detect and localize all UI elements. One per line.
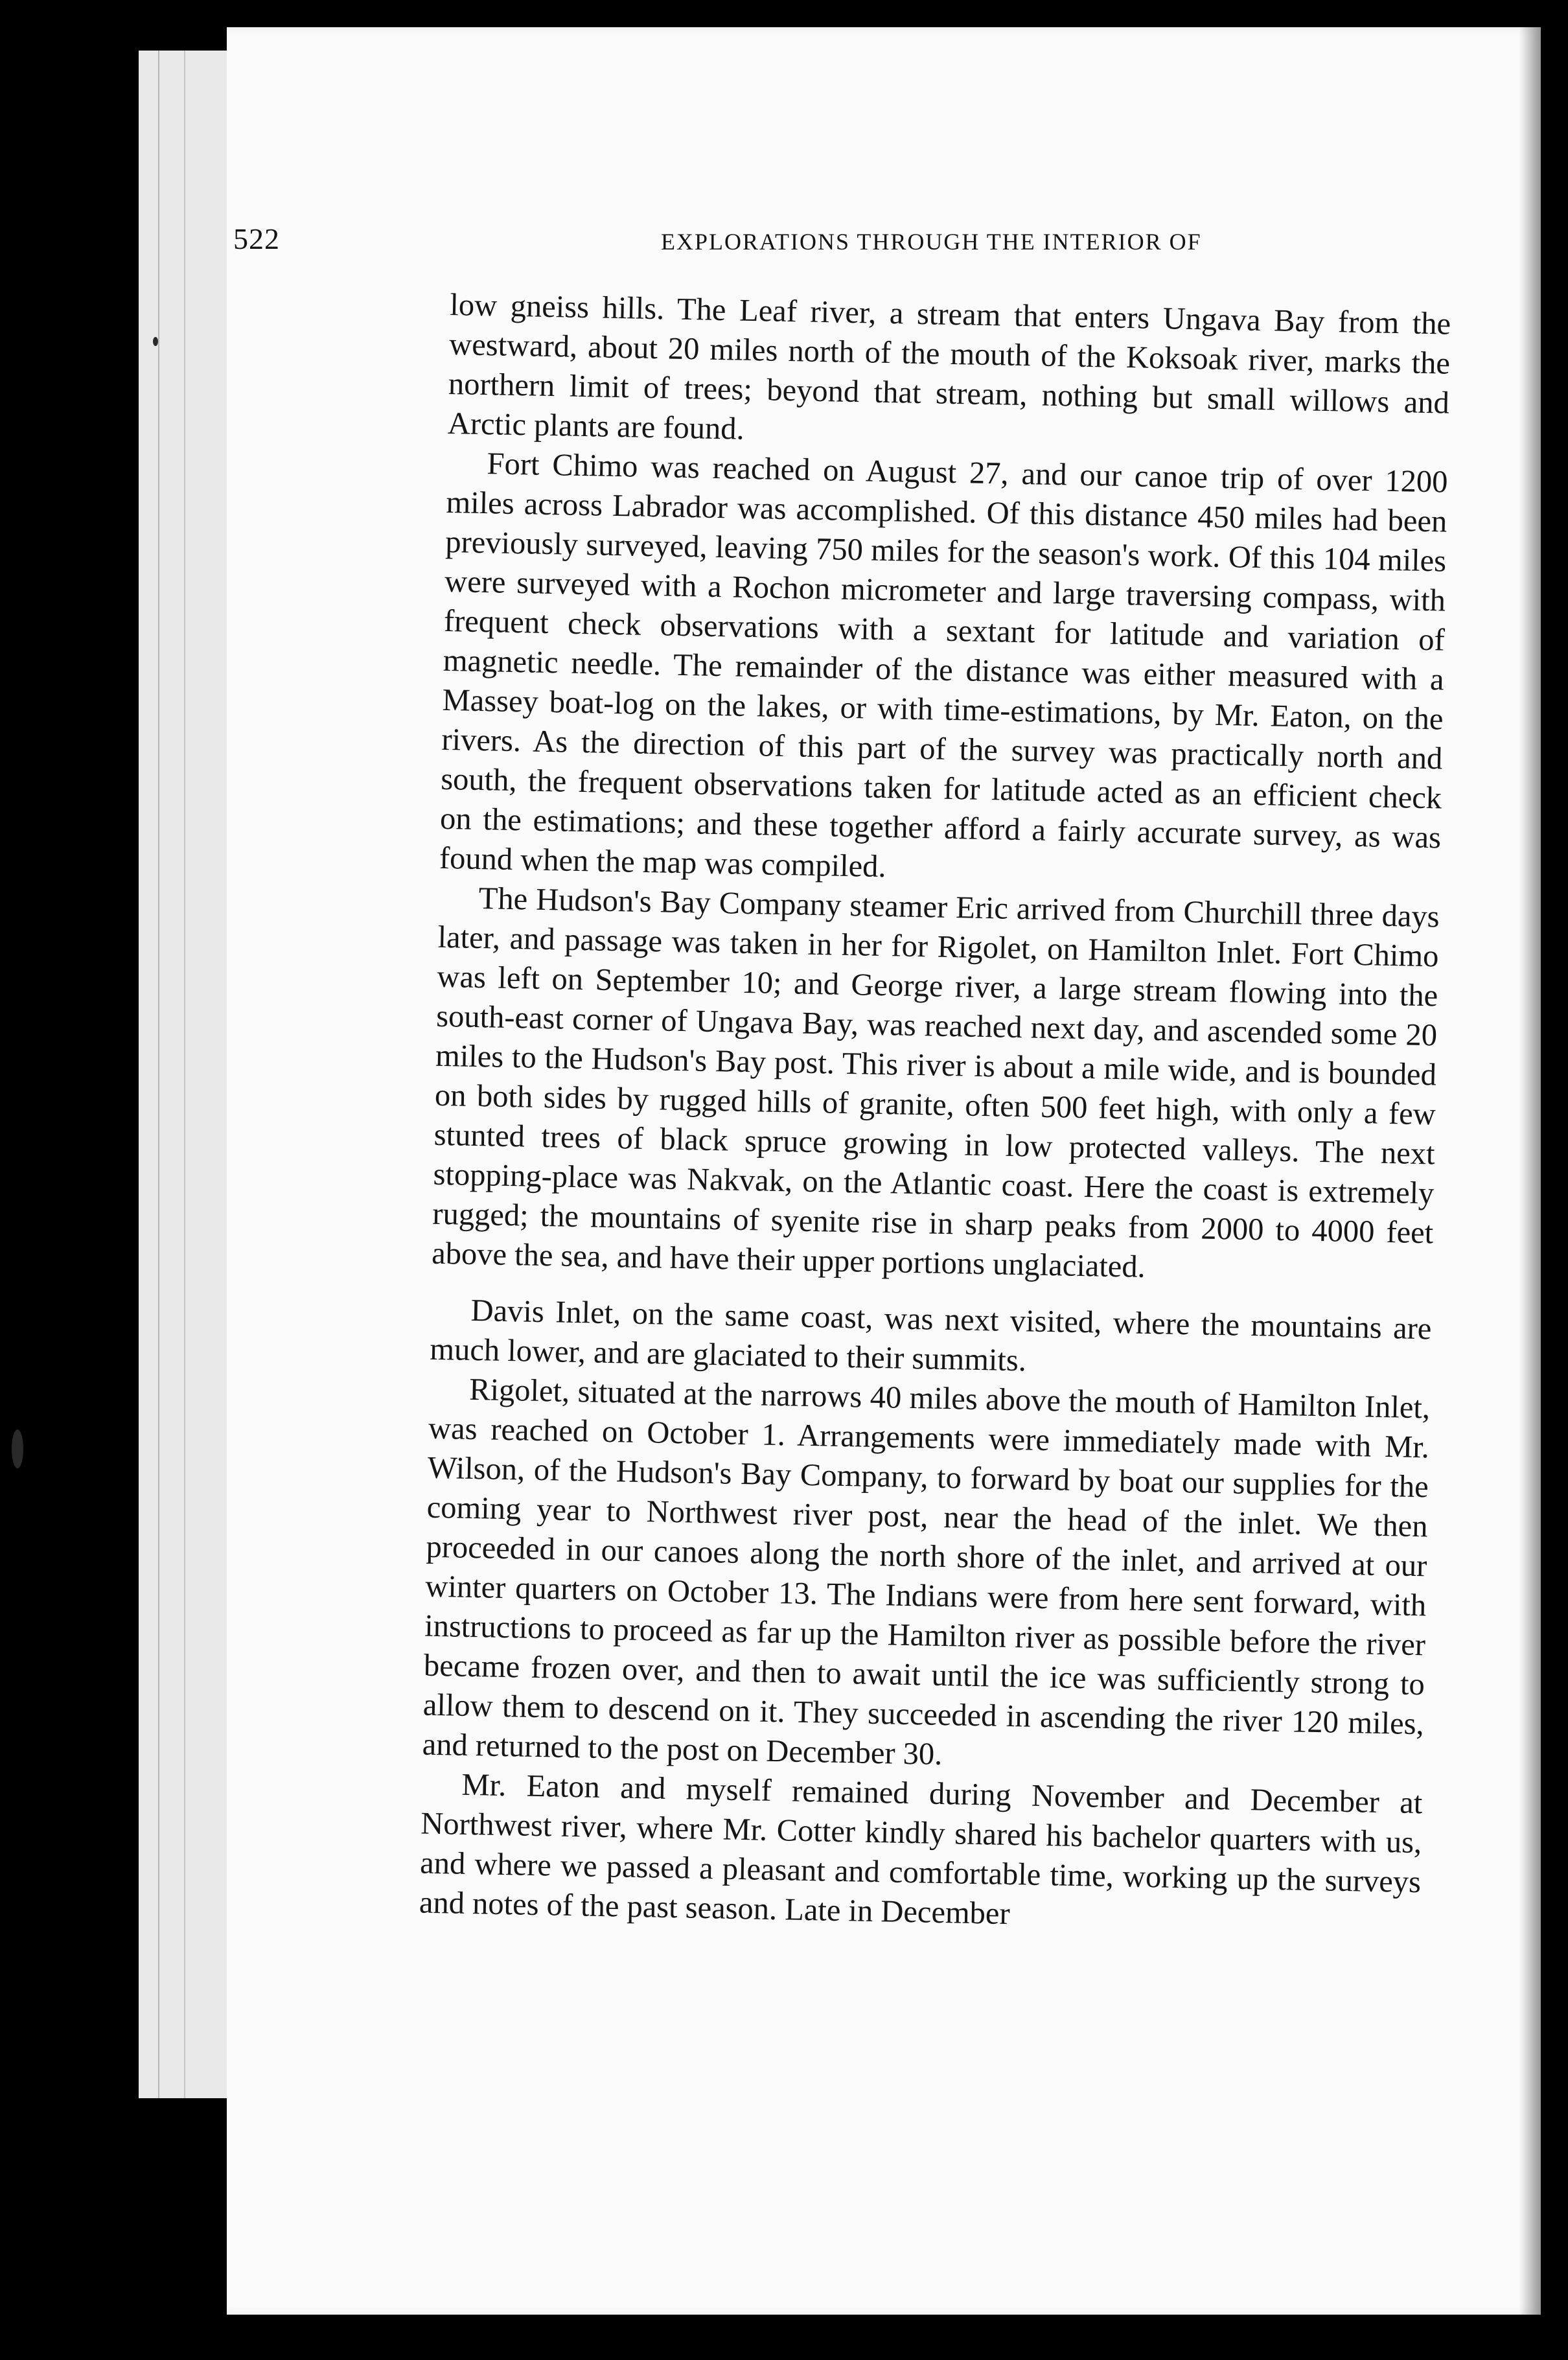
scan-speck [153,337,158,346]
running-title: EXPLORATIONS THROUGH THE INTERIOR OF [661,229,1202,255]
page-number: 522 [233,222,280,255]
paragraph: Fort Chimo was reached on August 27, and our canoe trip of over 1200 miles across Labrador was accomplished. Of this distance 450 miles had been previously surveyed, leaving 750 miles for the season's work. Of this 104 miles were surveyed with a Rochon micrometer and large traversing compass, with frequent check observations with a sextant for latitude and variation of magnetic needle. The remainder of the distance was either measured with a Massey boat-log on the lakes, or with time-estimations, by Mr. Eaton, on the rivers. As the direction of this part of the survey was practically north and south, the frequent observations taken for latitude acted as an efficient check on the estimations; and these together afford a fairly accurate survey, as was found when the map was compiled. [439,446,1448,885]
paragraph: Mr. Eaton and myself remained during November and December at Northwest river, where Mr. Cotter kindly shared his bachelor quarters with us, and where we passed a pleasant and comfortable time, working up the surveys and notes of the past season. Late in December [419,1767,1423,1932]
running-header [233,222,1438,267]
book-page-stack [139,51,231,2098]
paragraph: Rigolet, situated at the narrows 40 miles above the mouth of Hamilton Inlet, was reached on October 1. Arrangements were immediately made with Mr. Wilson, of the Hudson's Bay Company, to forward by boat our supplies for the coming year to Northwest river post, near the head of the inlet. We then proceeded in our canoes along the north shore of the inlet, and arrived at our winter quarters on October 13. The Indians were from here sent forward, with instructions to proceed as far up the Hamilton river as possible before the river became frozen over, and then to await until the ice was sufficiently strong to allow them to descend on it. They succeeded in ascending the river 120 miles, and returned to the post on December 30. [422,1372,1431,1772]
paragraph: The Hudson's Bay Company steamer Eric arrived from Churchill three days later, and passage was taken in her for Rigolet, on Hamilton Inlet. Fort Chimo was left on September 10; and George river, a large stream flowing into the south-east corner of Ungava Bay, was reached next day, and ascended some 20 miles to the Hudson's Bay post. This river is about a mile wide, and is bounded on both sides by rugged hills of granite, often 500 feet high, with only a few stunted trees of black spruce growing in low protected valleys. The next stopping-place was Nakvak, on the Atlantic coast. Here the coast is extremely rugged; the mountains of syenite rise in sharp peaks from 2000 to 4000 feet above the sea, and have their upper portions unglaciated. [431,881,1440,1284]
page-body [419,285,1451,1941]
paragraph: Davis Inlet, on the same coast, was next visited, where the mountains are much lower, and are glaciated to their summits. [429,1293,1432,1378]
paragraph: low gneiss hills. The Leaf river, a stream that enters Ungava Bay from the westward, about 20 miles north of the mouth of the Koksoak river, marks the northern limit of trees; beyond that stream, nothing but small willows and Arctic plants are found. [447,287,1451,446]
page-edge-shadow [1519,27,1541,2315]
scan-speck [12,1429,23,1468]
